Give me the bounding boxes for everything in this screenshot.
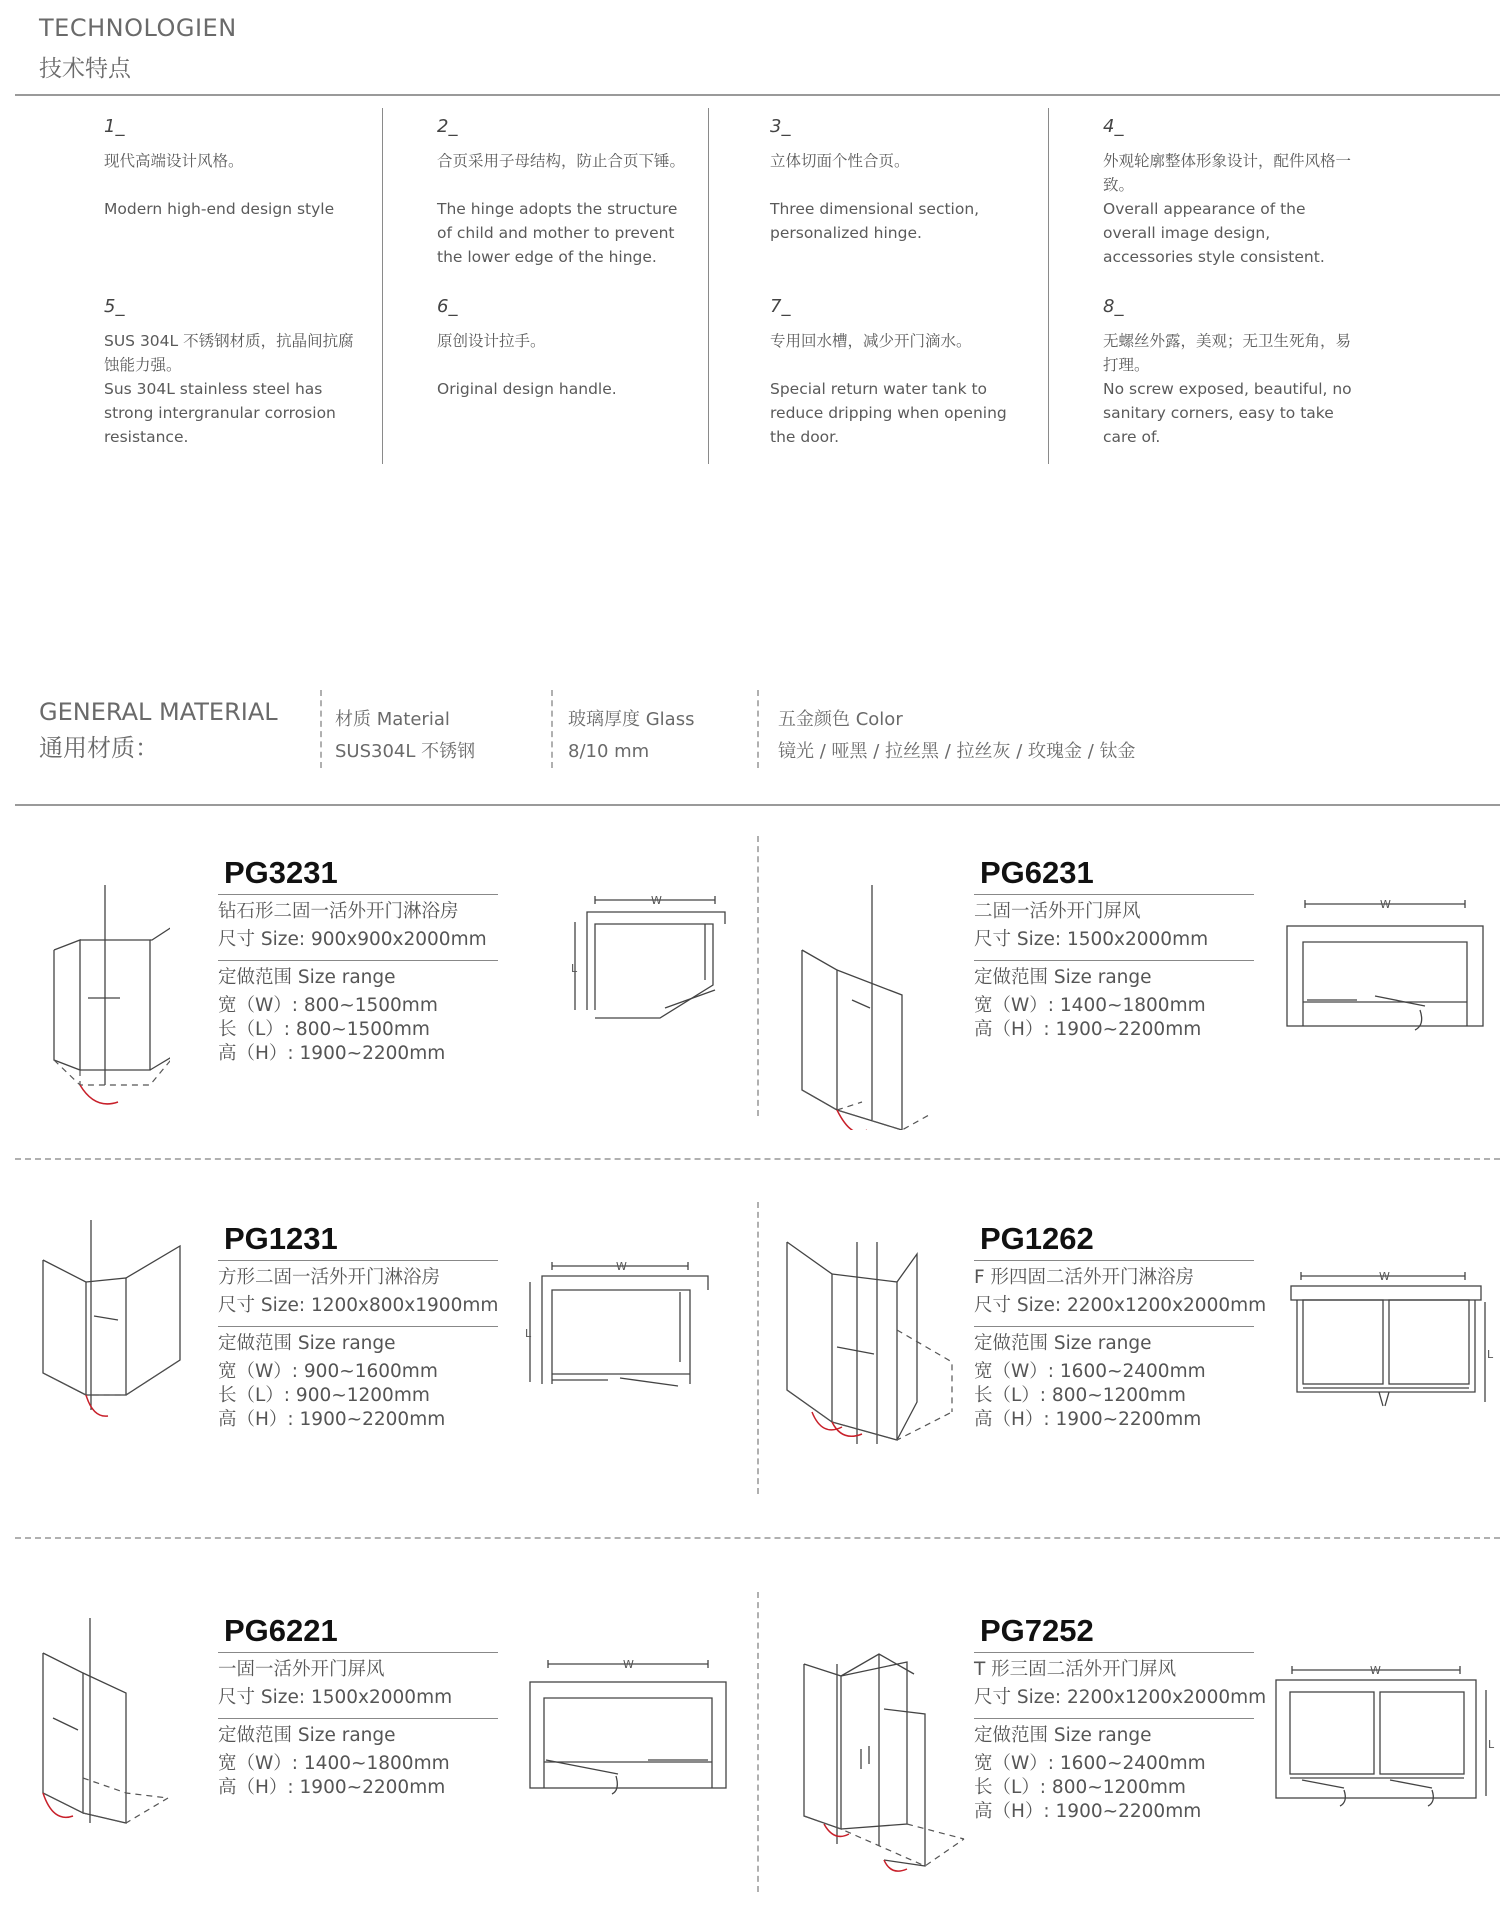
- tech-text-cn: 现代高端设计风格。: [104, 152, 244, 170]
- tech-text-cn: 无螺丝外露，美观；无卫生死角，易打理。: [1103, 332, 1352, 374]
- product-range-title: 定做范围 Size range: [218, 967, 396, 988]
- plan-label-w: W: [1379, 1270, 1390, 1283]
- product-plan-drawing: [528, 1650, 728, 1800]
- product-3d-drawing: [38, 1618, 178, 1828]
- product-card-pg6231: [757, 840, 1500, 1130]
- column-divider: [382, 108, 383, 464]
- section-title-cn: 技术特点: [39, 56, 131, 82]
- range-length: 长（L）: 800~1500mm: [218, 1019, 430, 1040]
- tech-text-en: No screw exposed, beautiful, no sanitary corners, easy to take care of.: [1103, 380, 1352, 446]
- product-range-title: 定做范围 Size range: [218, 1725, 396, 1746]
- product-rule: [218, 1718, 498, 1719]
- tech-number: 8_: [1103, 296, 1124, 317]
- product-plan-drawing: [565, 890, 735, 1040]
- product-3d-drawing: [792, 880, 932, 1130]
- product-name: 二固一活外开门屏风: [974, 901, 1141, 922]
- tech-item-2: [437, 116, 692, 269]
- material-item: [335, 704, 475, 768]
- range-length: 长（L）: 900~1200mm: [218, 1385, 430, 1406]
- tech-number: 6_: [437, 296, 458, 317]
- grid-divider: [15, 1158, 1500, 1160]
- tech-text-cn: SUS 304L 不锈钢材质，抗晶间抗腐蚀能力强。: [104, 332, 354, 374]
- product-rule: [974, 1326, 1254, 1327]
- range-width: 宽（W）: 1400~1800mm: [218, 1753, 450, 1774]
- product-range-title: 定做范围 Size range: [974, 967, 1152, 988]
- product-rule: [974, 1718, 1254, 1719]
- plan-label-w: W: [651, 894, 662, 907]
- column-divider: [708, 108, 709, 464]
- range-width: 宽（W）: 800~1500mm: [218, 995, 438, 1016]
- color-item: [778, 704, 1136, 768]
- material-heading: [39, 694, 278, 766]
- plan-label-w: W: [623, 1658, 634, 1671]
- tech-text-cn: 立体切面个性合页。: [770, 152, 910, 170]
- product-plan-drawing: [1285, 890, 1485, 1040]
- product-size: 尺寸 Size: 2200x1200x2000mm: [974, 1295, 1267, 1316]
- range-height: 高（H）: 1900~2200mm: [218, 1777, 446, 1798]
- material-divider: [320, 690, 322, 768]
- header-divider: [15, 94, 1500, 96]
- product-rule: [974, 894, 1254, 895]
- product-name: 一固一活外开门屏风: [218, 1659, 385, 1680]
- range-height: 高（H）: 1900~2200mm: [974, 1801, 1202, 1822]
- product-range-title: 定做范围 Size range: [218, 1333, 396, 1354]
- product-ranges: [974, 1360, 1206, 1432]
- range-length: 长（L）: 800~1200mm: [974, 1777, 1186, 1798]
- plan-label-w: W: [1370, 1664, 1381, 1677]
- product-card-pg1231: [0, 1206, 750, 1506]
- product-card-pg6221: [0, 1598, 750, 1898]
- plan-label-l: L: [1487, 1348, 1494, 1361]
- tech-item-5: [104, 296, 359, 449]
- tech-text-en: Sus 304L stainless steel has strong intergranular corrosion resistance.: [104, 380, 336, 446]
- product-model: PG6221: [224, 1613, 338, 1648]
- product-size: 尺寸 Size: 1500x2000mm: [218, 1687, 453, 1708]
- product-rule: [218, 1652, 498, 1653]
- tech-text-en: Special return water tank to reduce dripping when opening the door.: [770, 380, 1007, 446]
- product-size: 尺寸 Size: 1500x2000mm: [974, 929, 1209, 950]
- product-name: 方形二固一活外开门淋浴房: [218, 1267, 441, 1288]
- product-rule: [218, 960, 498, 961]
- product-card-pg3231: [0, 840, 750, 1130]
- plan-label-l: L: [1488, 1738, 1495, 1751]
- product-model: PG6231: [980, 855, 1094, 890]
- tech-number: 5_: [104, 296, 125, 317]
- product-3d-drawing: [782, 1212, 962, 1457]
- tech-number: 1_: [104, 116, 125, 137]
- tech-item-6: [437, 296, 692, 401]
- material-title-cn: 通用材质：: [39, 734, 159, 762]
- tech-text-cn: 原创设计拉手。: [437, 332, 546, 350]
- column-divider: [1048, 108, 1049, 464]
- tech-text-en: Modern high-end design style: [104, 200, 335, 218]
- grid-divider: [15, 1537, 1500, 1539]
- tech-item-1: [104, 116, 359, 221]
- tech-item-8: [1103, 296, 1358, 449]
- tech-text-en: The hinge adopts the structure of child and mother to prevent the lower edge of the hinge.: [437, 200, 678, 266]
- tech-text-cn: 外观轮廓整体形象设计，配件风格一致。: [1103, 152, 1352, 194]
- section-title-en: TECHNOLOGIEN: [39, 14, 237, 42]
- plan-label-l: L: [525, 1327, 532, 1340]
- product-rule: [974, 1260, 1254, 1261]
- product-model: PG1262: [980, 1221, 1094, 1256]
- product-3d-drawing: [40, 880, 170, 1120]
- product-range-title: 定做范围 Size range: [974, 1725, 1152, 1746]
- glass-label: 玻璃厚度 Glass: [568, 709, 695, 730]
- product-rule: [974, 960, 1254, 961]
- product-name: 钻石形二固一活外开门淋浴房: [218, 901, 459, 922]
- product-ranges: [218, 1752, 450, 1800]
- product-model: PG3231: [224, 855, 338, 890]
- product-ranges: [974, 1752, 1206, 1824]
- tech-text-cn: 专用回水槽，减少开门滴水。: [770, 332, 972, 350]
- tech-number: 7_: [770, 296, 791, 317]
- color-value: 镜光 / 哑黑 / 拉丝黑 / 拉丝灰 / 玫瑰金 / 钛金: [778, 741, 1136, 762]
- product-card-pg1262: [757, 1206, 1500, 1506]
- plan-label-l: L: [571, 962, 578, 975]
- product-model: PG1231: [224, 1221, 338, 1256]
- range-height: 高（H）: 1900~2200mm: [974, 1019, 1202, 1040]
- material-divider-bottom: [15, 804, 1500, 806]
- glass-item: [568, 704, 694, 768]
- material-divider: [757, 690, 759, 768]
- material-divider: [551, 690, 553, 768]
- tech-number: 3_: [770, 116, 791, 137]
- material-value: SUS304L 不锈钢: [335, 741, 476, 762]
- range-width: 宽（W）: 1400~1800mm: [974, 995, 1206, 1016]
- product-size: 尺寸 Size: 2200x1200x2000mm: [974, 1687, 1267, 1708]
- product-rule: [218, 1260, 498, 1261]
- tech-item-4: [1103, 116, 1358, 269]
- product-model: PG7252: [980, 1613, 1094, 1648]
- product-size: 尺寸 Size: 900x900x2000mm: [218, 929, 487, 950]
- range-width: 宽（W）: 900~1600mm: [218, 1361, 438, 1382]
- range-height: 高（H）: 1900~2200mm: [974, 1409, 1202, 1430]
- product-3d-drawing: [38, 1220, 198, 1430]
- product-rule: [218, 894, 498, 895]
- range-length: 长（L）: 800~1200mm: [974, 1385, 1186, 1406]
- product-ranges: [218, 1360, 445, 1432]
- product-plan-drawing: [520, 1252, 710, 1402]
- product-rule: [974, 1652, 1254, 1653]
- product-card-pg7252: [757, 1598, 1500, 1898]
- color-label: 五金颜色 Color: [778, 709, 903, 730]
- product-ranges: [974, 994, 1206, 1042]
- material-title-en: GENERAL MATERIAL: [39, 698, 278, 726]
- product-name: F 形四固二活外开门淋浴房: [974, 1267, 1195, 1288]
- range-height: 高（H）: 1900~2200mm: [218, 1043, 446, 1064]
- product-ranges: [218, 994, 445, 1066]
- product-plan-drawing: [1289, 1262, 1494, 1417]
- tech-number: 4_: [1103, 116, 1124, 137]
- product-name: T 形三固二活外开门屏风: [974, 1659, 1177, 1680]
- product-rule: [218, 1326, 498, 1327]
- tech-text-en: Original design handle.: [437, 380, 617, 398]
- product-range-title: 定做范围 Size range: [974, 1333, 1152, 1354]
- plan-label-w: W: [1380, 898, 1391, 911]
- product-size: 尺寸 Size: 1200x800x1900mm: [218, 1295, 499, 1316]
- tech-text-cn: 合页采用子母结构，防止合页下锤。: [437, 152, 686, 170]
- range-height: 高（H）: 1900~2200mm: [218, 1409, 446, 1430]
- product-plan-drawing: [1272, 1656, 1497, 1816]
- tech-item-3: [770, 116, 1025, 245]
- material-label: 材质 Material: [335, 709, 450, 730]
- tech-item-7: [770, 296, 1025, 449]
- range-width: 宽（W）: 1600~2400mm: [974, 1753, 1206, 1774]
- range-width: 宽（W）: 1600~2400mm: [974, 1361, 1206, 1382]
- tech-number: 2_: [437, 116, 458, 137]
- product-3d-drawing: [799, 1614, 969, 1894]
- tech-text-en: Overall appearance of the overall image design, accessories style consistent.: [1103, 200, 1325, 266]
- plan-label-w: W: [616, 1260, 627, 1273]
- tech-text-en: Three dimensional section, personalized hinge.: [770, 200, 980, 242]
- glass-value: 8/10 mm: [568, 741, 650, 762]
